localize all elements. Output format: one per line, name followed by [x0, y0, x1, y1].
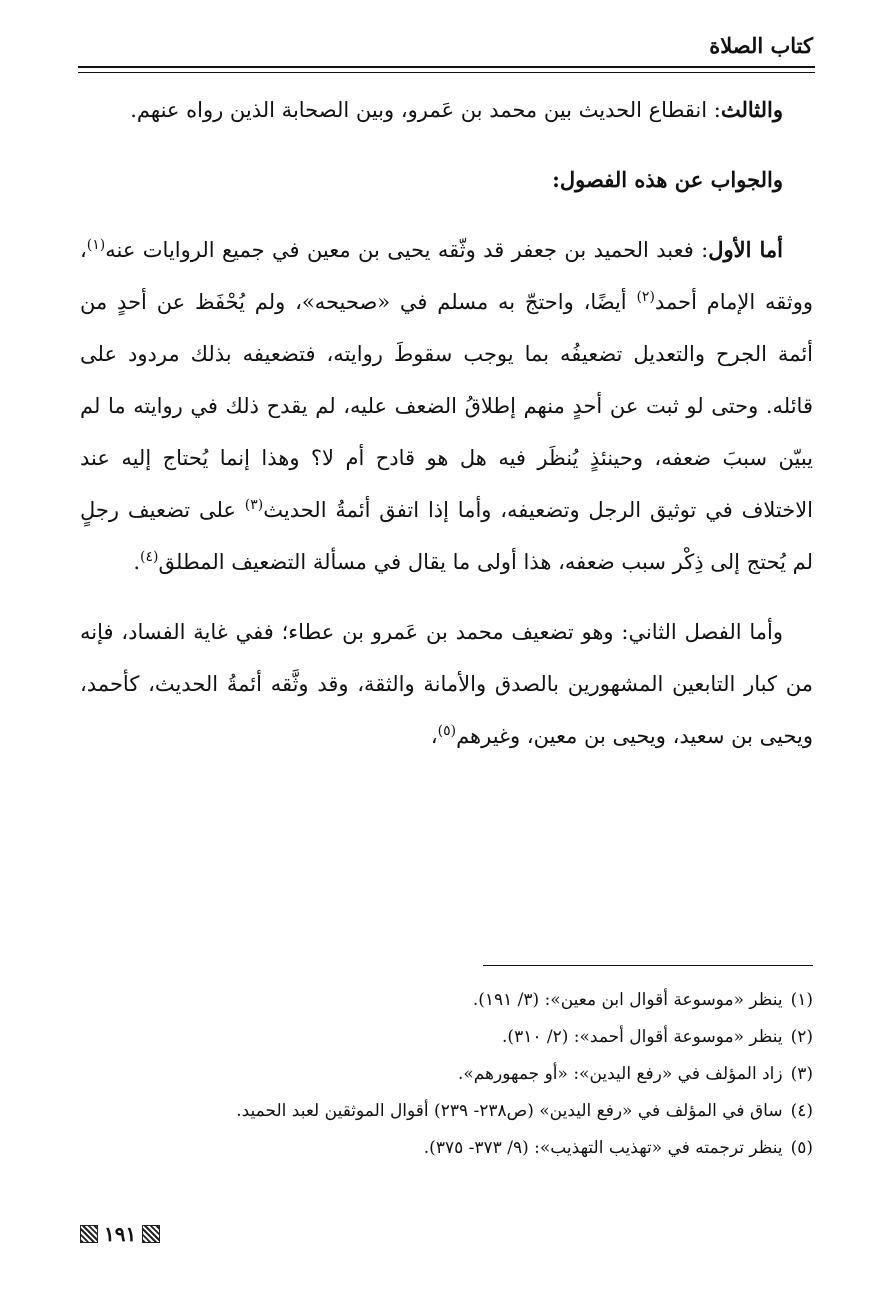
ornament-icon	[142, 1225, 160, 1243]
paragraph-text: ،	[430, 724, 438, 748]
header-rule-thin	[78, 72, 815, 73]
footnote-ref-2[interactable]: (٢)	[636, 289, 655, 305]
page-number: ١٩١	[104, 1222, 137, 1246]
section-heading: والجواب عن هذه الفصول:	[552, 167, 783, 192]
footnote-ref-4[interactable]: (٤)	[140, 549, 159, 565]
footnote-item	[80, 982, 813, 1019]
page-number-block	[80, 1222, 160, 1246]
running-header: كتاب الصلاة	[709, 33, 813, 58]
paragraph-lead: أما الأول	[708, 237, 783, 262]
paragraph-text: وأما الفصل الثاني: وهو تضعيف محمد بن عَمرو بن عطاء؛ ففي غاية الفساد، فإنه من كبار التابعين المشهورين بالصدق والأمانة والثقة، وقد وثَّقه أئمةُ الحديث، كأحمد، ويحيى بن سعيد، ويحيى بن معين، وغيرهم	[80, 620, 813, 748]
paragraph-text: أيضًا، واحتجّ به مسلم في «صحيحه»، ولم يُحْفَظ عن أحدٍ من أئمة الجرح والتعديل تضعيفُه بما يوجب سقوطَ روايته، فتضعيفه بذلك مردود على قائله. وحتى لو ثبت عن أحدٍ منهم إطلاقُ الضعف عليه، لم يقدح ذلك في روايته ما لم يبيّن سببَ ضعفه، وحينئذٍ يُنظَر فيه هل هو قادح أم لا؟ وهذا إنما يُحتاج إليه عند الاختلاف في توثيق الرجل وتضعيفه، وأما إذا اتفق أئمةُ الحديث	[80, 290, 813, 522]
footnote-ref-3[interactable]: (٣)	[244, 497, 264, 513]
footnote-ref-5[interactable]: (٥)	[437, 723, 457, 739]
header-rule	[78, 66, 815, 68]
footnote-number: (٢)	[790, 1027, 813, 1047]
paragraph-text: ، ووثقه الإمام أحمد	[80, 238, 813, 314]
paragraph-second-section	[80, 606, 813, 762]
footnote-item	[80, 1019, 813, 1056]
footnote-number: (١)	[790, 990, 813, 1010]
footnotes	[80, 982, 813, 1167]
paragraph-text: : فعبد الحميد بن جعفر قد وثّقه يحيى بن معين في جميع الروايات عنه	[105, 238, 709, 262]
footnote-text: ينظر «موسوعة أقوال أحمد»: (٢/ ٣١٠).	[502, 1027, 783, 1047]
ornament-icon	[80, 1225, 98, 1243]
footnote-text: ينظر «موسوعة أقوال ابن معين»: (٣/ ١٩١).	[472, 990, 783, 1010]
footnote-number: (٥)	[790, 1138, 813, 1158]
footnote-text: ساق في المؤلف في «رفع اليدين» (ص٢٣٨- ٢٣٩) أقوال الموثقين لعبد الحميد.	[236, 1101, 783, 1121]
paragraph-text: على تضعيف رجلٍ لم يُحتج إلى ذِكْر سبب ضعفه، هذا أولى ما يقال في مسألة التضعيف المطلق	[80, 498, 813, 574]
footnote-number: (٣)	[790, 1064, 813, 1084]
paragraph-text: .	[133, 550, 141, 574]
main-text	[80, 84, 813, 780]
footnote-ref-1[interactable]: (١)	[86, 237, 106, 253]
footnote-separator	[483, 965, 813, 966]
paragraph-first-section	[80, 224, 813, 588]
paragraph-text: : انقطاع الحديث بين محمد بن عَمرو، وبين الصحابة الذين رواه عنهم.	[130, 98, 721, 122]
paragraph-answer-heading	[80, 154, 813, 206]
footnote-item	[80, 1056, 813, 1093]
paragraph-lead: والثالث	[720, 97, 783, 122]
paragraph-third-point	[80, 84, 813, 136]
footnote-text: ينظر ترجمته في «تهذيب التهذيب»: (٩/ ٣٧٣- ٣٧٥).	[423, 1138, 783, 1158]
footnote-item	[80, 1093, 813, 1130]
footnote-text: زاد المؤلف في «رفع اليدين»: «أو جمهورهم».	[457, 1064, 783, 1084]
footnote-item	[80, 1130, 813, 1167]
footnote-number: (٤)	[790, 1101, 813, 1121]
